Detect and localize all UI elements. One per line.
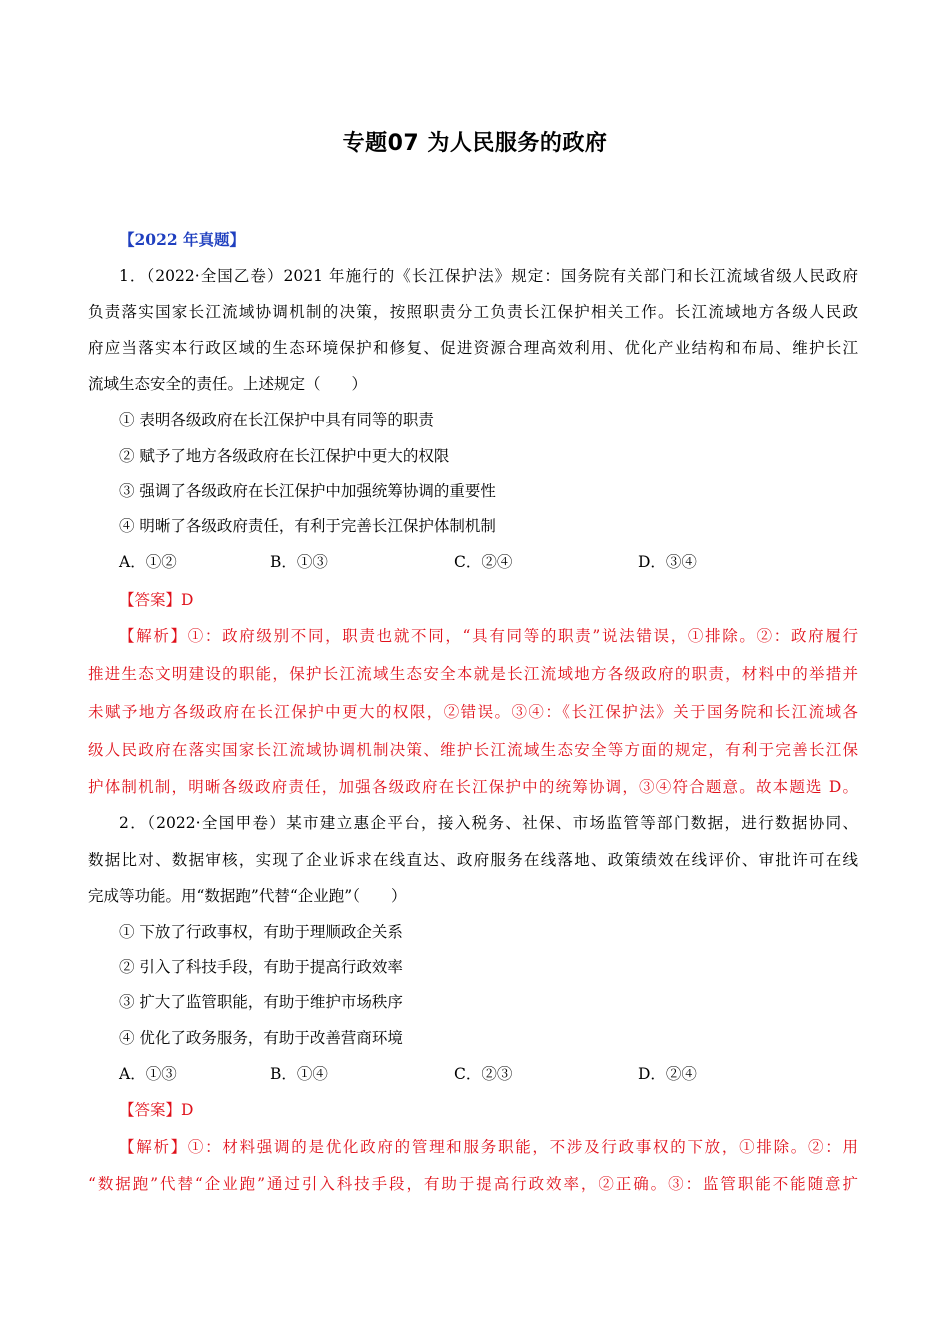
q2-stem-line-1: 2．（2022·全国甲卷）某市建立惠企平台，接入税务、社保、市场监管等部门数据，进行数据协同、 — [119, 814, 858, 832]
q2-item-2: ② 引入了科技手段，有助于提高行政效率 — [119, 958, 403, 976]
q1-answer: 【答案】D — [119, 591, 194, 609]
q1-option-a: A．①② — [119, 553, 177, 571]
q1-option-d: D．③④ — [638, 553, 697, 571]
q2-item-1: ① 下放了行政事权，有助于理顺政企关系 — [119, 923, 403, 941]
q1-stem-line-3: 府应当落实本行政区域的生态环境保护和修复、促进资源合理高效利用、优化产业结构和布局、维护长江 — [88, 339, 858, 357]
q2-analysis-line-1: 【解析】①：材料强调的是优化政府的管理和服务职能，不涉及行政事权的下放，①排除。②：用 — [119, 1138, 858, 1156]
q2-analysis-line-2: “数据跑”代替“企业跑”通过引入科技手段，有助于提高行政效率，②正确。③：监管职能不能随意扩 — [88, 1175, 858, 1193]
q2-answer: 【答案】D — [119, 1101, 194, 1119]
section-heading: 【2022 年真题】 — [119, 230, 246, 249]
q1-item-2: ② 赋予了地方各级政府在长江保护中更大的权限 — [119, 447, 450, 465]
q2-option-c: C．②③ — [454, 1065, 513, 1083]
q1-item-4: ④ 明晰了各级政府责任，有利于完善长江保护体制机制 — [119, 517, 496, 535]
q1-item-3: ③ 强调了各级政府在长江保护中加强统筹协调的重要性 — [119, 482, 496, 500]
q2-item-4: ④ 优化了政务服务，有助于改善营商环境 — [119, 1029, 403, 1047]
q2-option-a: A．①③ — [119, 1065, 177, 1083]
q2-stem-line-2: 数据比对、数据审核，实现了企业诉求在线直达、政府服务在线落地、政策绩效在线评价、审批许可在线 — [88, 851, 858, 869]
q2-option-d: D．②④ — [638, 1065, 697, 1083]
q1-stem-line-2: 负责落实国家长江流域协调机制的决策，按照职责分工负责长江保护相关工作。长江流域地方各级人民政 — [88, 303, 858, 321]
q2-stem-line-3: 完成等功能。用“数据跑”代替“企业跑”（ ） — [88, 887, 407, 905]
q1-option-b: B．①③ — [270, 553, 328, 571]
q1-analysis-line-4: 级人民政府在落实国家长江流域协调机制决策、维护长江流域生态安全等方面的规定，有利于完善长江保 — [88, 741, 858, 759]
q1-item-1: ① 表明各级政府在长江保护中具有同等的职责 — [119, 411, 434, 429]
q1-analysis-line-1: 【解析】①：政府级别不同，职责也就不同，“具有同等的职责”说法错误，①排除。②：政府履行 — [119, 627, 858, 645]
q1-analysis-line-2: 推进生态文明建设的职能，保护长江流域生态安全本就是长江流域地方各级政府的职责，材料中的举措并 — [88, 665, 858, 683]
q1-stem-line-1: 1．（2022·全国乙卷）2021 年施行的《长江保护法》规定：国务院有关部门和长江流域省级人民政府 — [119, 267, 858, 285]
q1-analysis-line-5: 护体制机制，明晰各级政府责任，加强各级政府在长江保护中的统筹协调，③④符合题意。故本题选 D。 — [88, 778, 858, 796]
q1-analysis-line-3: 未赋予地方各级政府在长江保护中更大的权限，②错误。③④：《长江保护法》关于国务院和长江流域各 — [88, 703, 858, 721]
page-title: 专题07 为人民服务的政府 — [342, 131, 608, 156]
q2-option-b: B．①④ — [270, 1065, 328, 1083]
q2-item-3: ③ 扩大了监管职能，有助于维护市场秩序 — [119, 993, 403, 1011]
q1-stem-line-4: 流域生态安全的责任。上述规定（ ） — [88, 375, 368, 393]
q1-option-c: C．②④ — [454, 553, 513, 571]
